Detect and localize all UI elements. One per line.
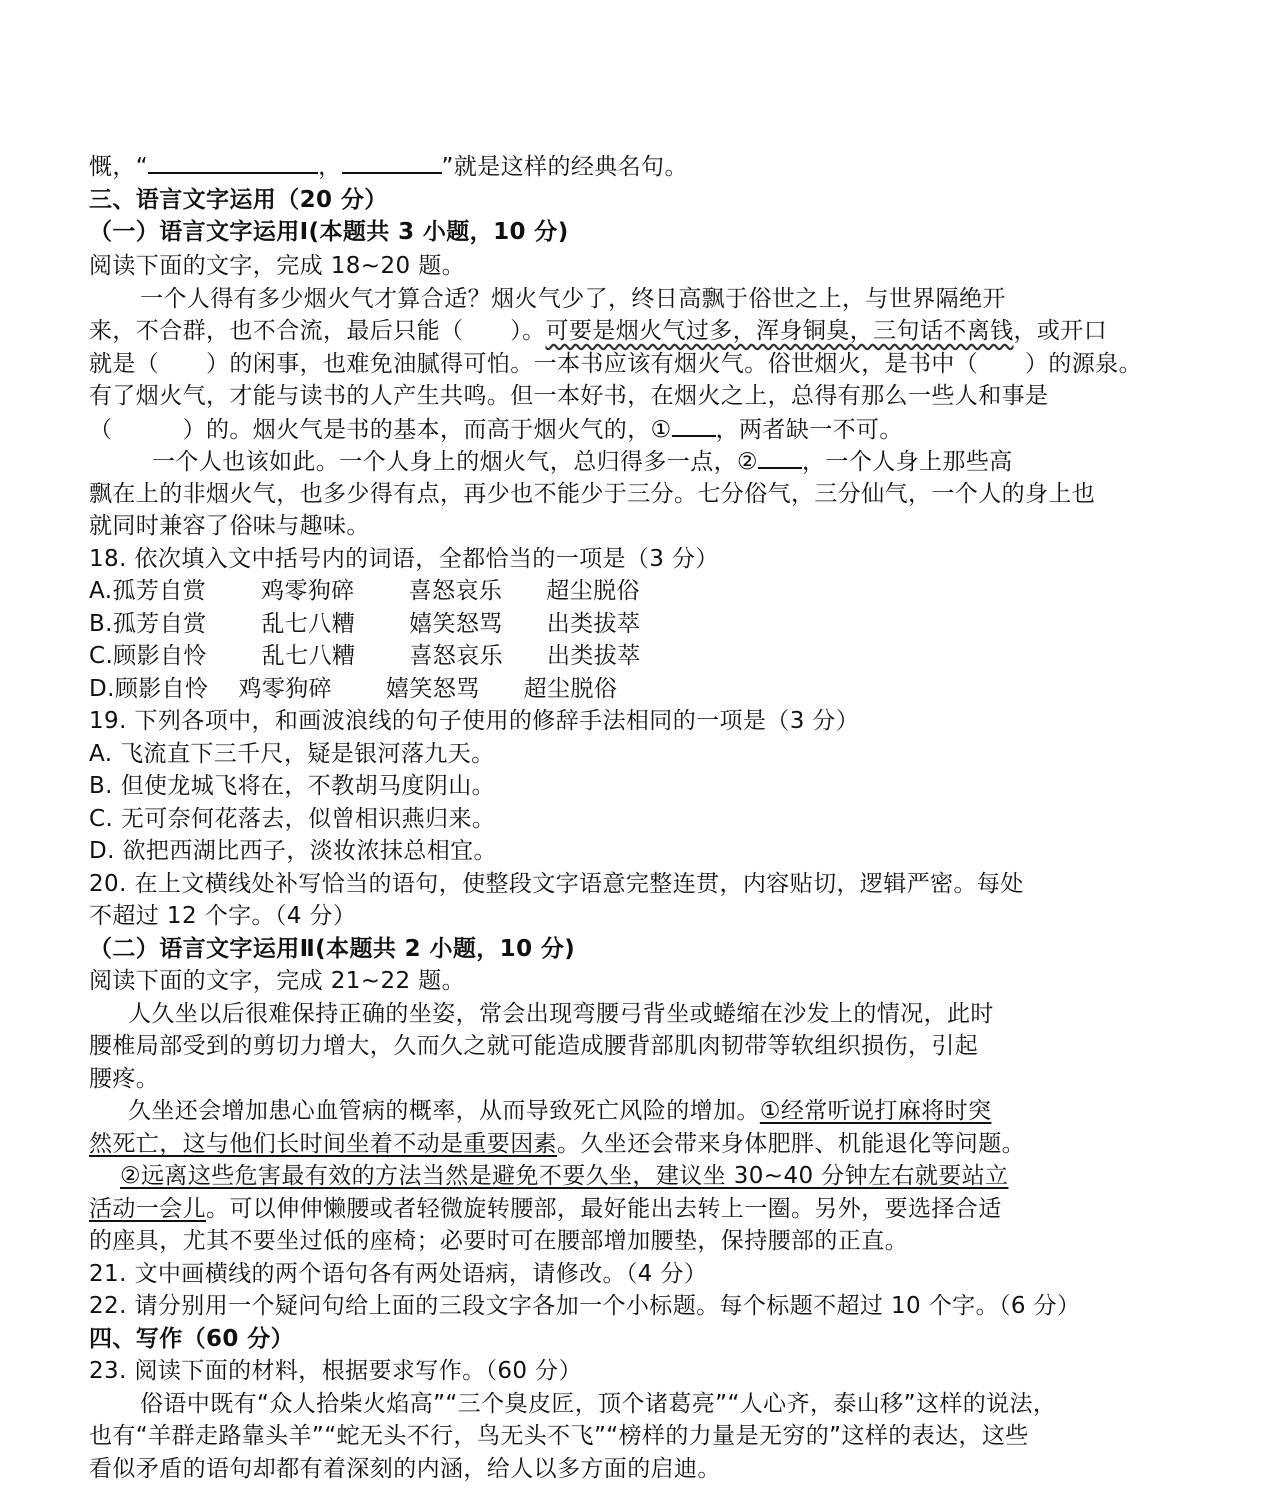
question-18-stem: 18. 依次填入文中括号内的词语，全都恰当的一项是（3 分） [89,546,719,572]
answer-blank-1 [148,150,318,174]
section-4-title: 四、写作（60 分） [89,1326,295,1352]
passage-1-line-1: 一个人得有多少烟火气才算合适？烟火气少了，终日高飘于俗世之上，与世界隔绝开 [140,286,1006,312]
passage-2-line-1 [152,445,1013,478]
passage-2-text: ，一个人身上那些高 [802,449,1013,475]
option-word: 乱七八糟 [261,611,356,637]
option-word: 喜怒哀乐 [408,578,503,604]
underlined-sentence-1: ①经常听说打麻将时突 [759,1098,992,1124]
question-18-option-a [89,575,640,607]
question-20-line-1: 20. 在上文横线处补写恰当的语句，使整段文字语意完整连贯，内容贴切，逻辑严密。每处 [89,871,1024,897]
question-19-option-a: A. 飞流直下三千尺，疑是银河落九天。 [89,741,495,767]
subsection-2-title: （二）语言文字运用Ⅱ(本题共 2 小题，10 分) [89,936,576,962]
material-line-1: 俗语中既有“众人拾柴火焰高”“三个臭皮匠，顶个诸葛亮”“人心齐，泰山移”这样的说法， [140,1391,1057,1417]
passage-4-text: 。久坐还会带来身体肥胖、机能退化等问题。 [557,1131,1025,1157]
passage-2-text: 一个人也该如此。一个人身上的烟火气，总归得多一点，② [152,449,759,475]
question-18-option-b [89,608,640,640]
reading-instruction-2: 阅读下面的文字，完成 21~22 题。 [89,968,466,994]
option-word: 鸡零狗碎 [238,676,333,702]
option-word: 喜怒哀乐 [409,643,503,669]
option-word: 嬉笑怒骂 [386,676,480,702]
question-21: 21. 文中画横线的两个语句各有两处语病，请修改。（4 分） [89,1261,708,1287]
option-word: 孤芳自赏 [112,578,207,604]
question-19-stem: 19. 下列各项中，和画波浪线的句子使用的修辞手法相同的一项是（3 分） [89,708,860,734]
underlined-sentence-2: ②远离这些危害最有效的方法当然是避免不要久坐，建议坐 30~40 分钟左右就要站立 [120,1163,1009,1189]
option-letter: D. [89,676,115,702]
option-word: 顾影自怜 [114,676,209,702]
passage-4-text: 久坐还会增加患心血管病的概率，从而导致死亡风险的增加。 [128,1098,760,1124]
option-word: 鸡零狗碎 [261,578,355,604]
quote-suffix: ”就是这样的经典名句。 [441,154,688,180]
passage-1-line-4: 有了烟火气，才能与读书的人产生共鸣。但一本好书，在烟火之上，总得有那么一些人和事是 [89,383,1049,409]
passage-3-line-3: 腰疼。 [89,1066,160,1092]
option-word: 嬉笑怒骂 [409,611,503,637]
question-19-option-b: B. 但使龙城飞将在，不教胡马度阴山。 [89,773,496,799]
question-23-stem: 23. 阅读下面的材料，根据要求写作。（60 分） [89,1358,582,1384]
option-word: 孤芳自赏 [112,611,207,637]
passage-4-line-2 [89,1128,1025,1160]
passage-1-text: 来，不合群，也不合流，最后只能（ ）。 [89,318,546,344]
underlined-sentence-1: 然死亡，这与他们长时间坐着不动是重要因素 [89,1131,557,1157]
reading-instruction-1: 阅读下面的文字，完成 18~20 题。 [89,253,466,279]
option-word: 超尘脱俗 [546,578,640,604]
option-letter: C. [89,643,114,669]
passage-5-line-2 [89,1193,1002,1225]
passage-5-line-1 [120,1160,1008,1192]
passage-3-line-2: 腰椎局部受到的剪切力增大，久而久之就可能造成腰背部肌肉韧带等软组织损伤，引起 [89,1033,979,1059]
passage-1-line-5 [89,413,903,446]
wavy-underlined-sentence: 可要是烟火气过多，浑身铜臭，三句话不离钱 [545,318,1014,344]
passage-5-line-3: 的座具，尤其不要坐过低的座椅；必要时可在腰部增加腰垫，保持腰部的正直。 [89,1228,908,1254]
option-word: 乱七八糟 [261,643,356,669]
passage-1-line-2 [89,315,1107,347]
question-18-option-d [89,673,617,705]
answer-blank-2-circled [758,445,802,469]
quote-line [89,150,688,183]
option-word: 出类拔萃 [547,643,641,669]
question-19-option-c: C. 无可奈何花落去，似曾相识燕归来。 [89,806,496,832]
passage-3-line-1: 人久坐以后很难保持正确的坐姿，常会出现弯腰弓背坐或蜷缩在沙发上的情况，此时 [128,1001,994,1027]
passage-1-text: ，两者缺一不可。 [715,417,903,443]
passage-1-text: （ ）的。烟火气是书的基本，而高于烟火气的，① [89,417,672,443]
question-22: 22. 请分别用一个疑问句给上面的三段文字各加一个小标题。每个标题不超过 10 个字。（6 分） [89,1293,1081,1319]
option-letter: A. [89,578,113,604]
underlined-sentence-2: 活动一会儿 [89,1196,206,1222]
question-18-option-c [89,640,641,672]
answer-blank-2 [342,150,442,174]
question-20-line-2: 不超过 12 个字。（4 分） [89,903,357,929]
material-line-3: 看似矛盾的语句却都有着深刻的内涵，给人以多方面的启迪。 [89,1456,721,1482]
passage-1-text: ，或开口 [1013,318,1108,344]
passage-2-line-3: 就同时兼容了俗味与趣味。 [89,513,370,539]
section-3-title: 三、语言文字运用（20 分） [89,187,388,213]
passage-2-line-2: 飘在上的非烟火气，也多少得有点，再少也不能少于三分。七分俗气，三分仙气，一个人的身上也 [89,481,1096,507]
material-line-2: 也有“羊群走路靠头羊”“蛇无头不行，鸟无头不飞”“榜样的力量是无穷的”这样的表达，这些 [89,1423,1029,1449]
quote-comma: ， [318,154,342,180]
question-19-option-d: D. 欲把西湖比西子，淡妆浓抹总相宜。 [89,838,497,864]
passage-1-line-3: 就是（ ）的闲事，也难免油腻得可怕。一本书应该有烟火气。俗世烟火，是书中（ ）的源泉。 [89,351,1142,377]
subsection-1-title: （一）语言文字运用Ⅰ(本题共 3 小题，10 分) [89,219,569,245]
option-word: 超尘脱俗 [523,676,618,702]
passage-4-line-1 [128,1095,991,1127]
option-word: 出类拔萃 [546,611,641,637]
passage-5-text: 。可以伸伸懒腰或者轻微旋转腰部，最好能出去转上一圈。另外，要选择合适 [206,1196,1002,1222]
option-letter: B. [89,611,113,637]
option-word: 顾影自怜 [113,643,207,669]
quote-prefix: 慨，“ [89,154,149,180]
answer-blank-1-circled [672,413,716,437]
